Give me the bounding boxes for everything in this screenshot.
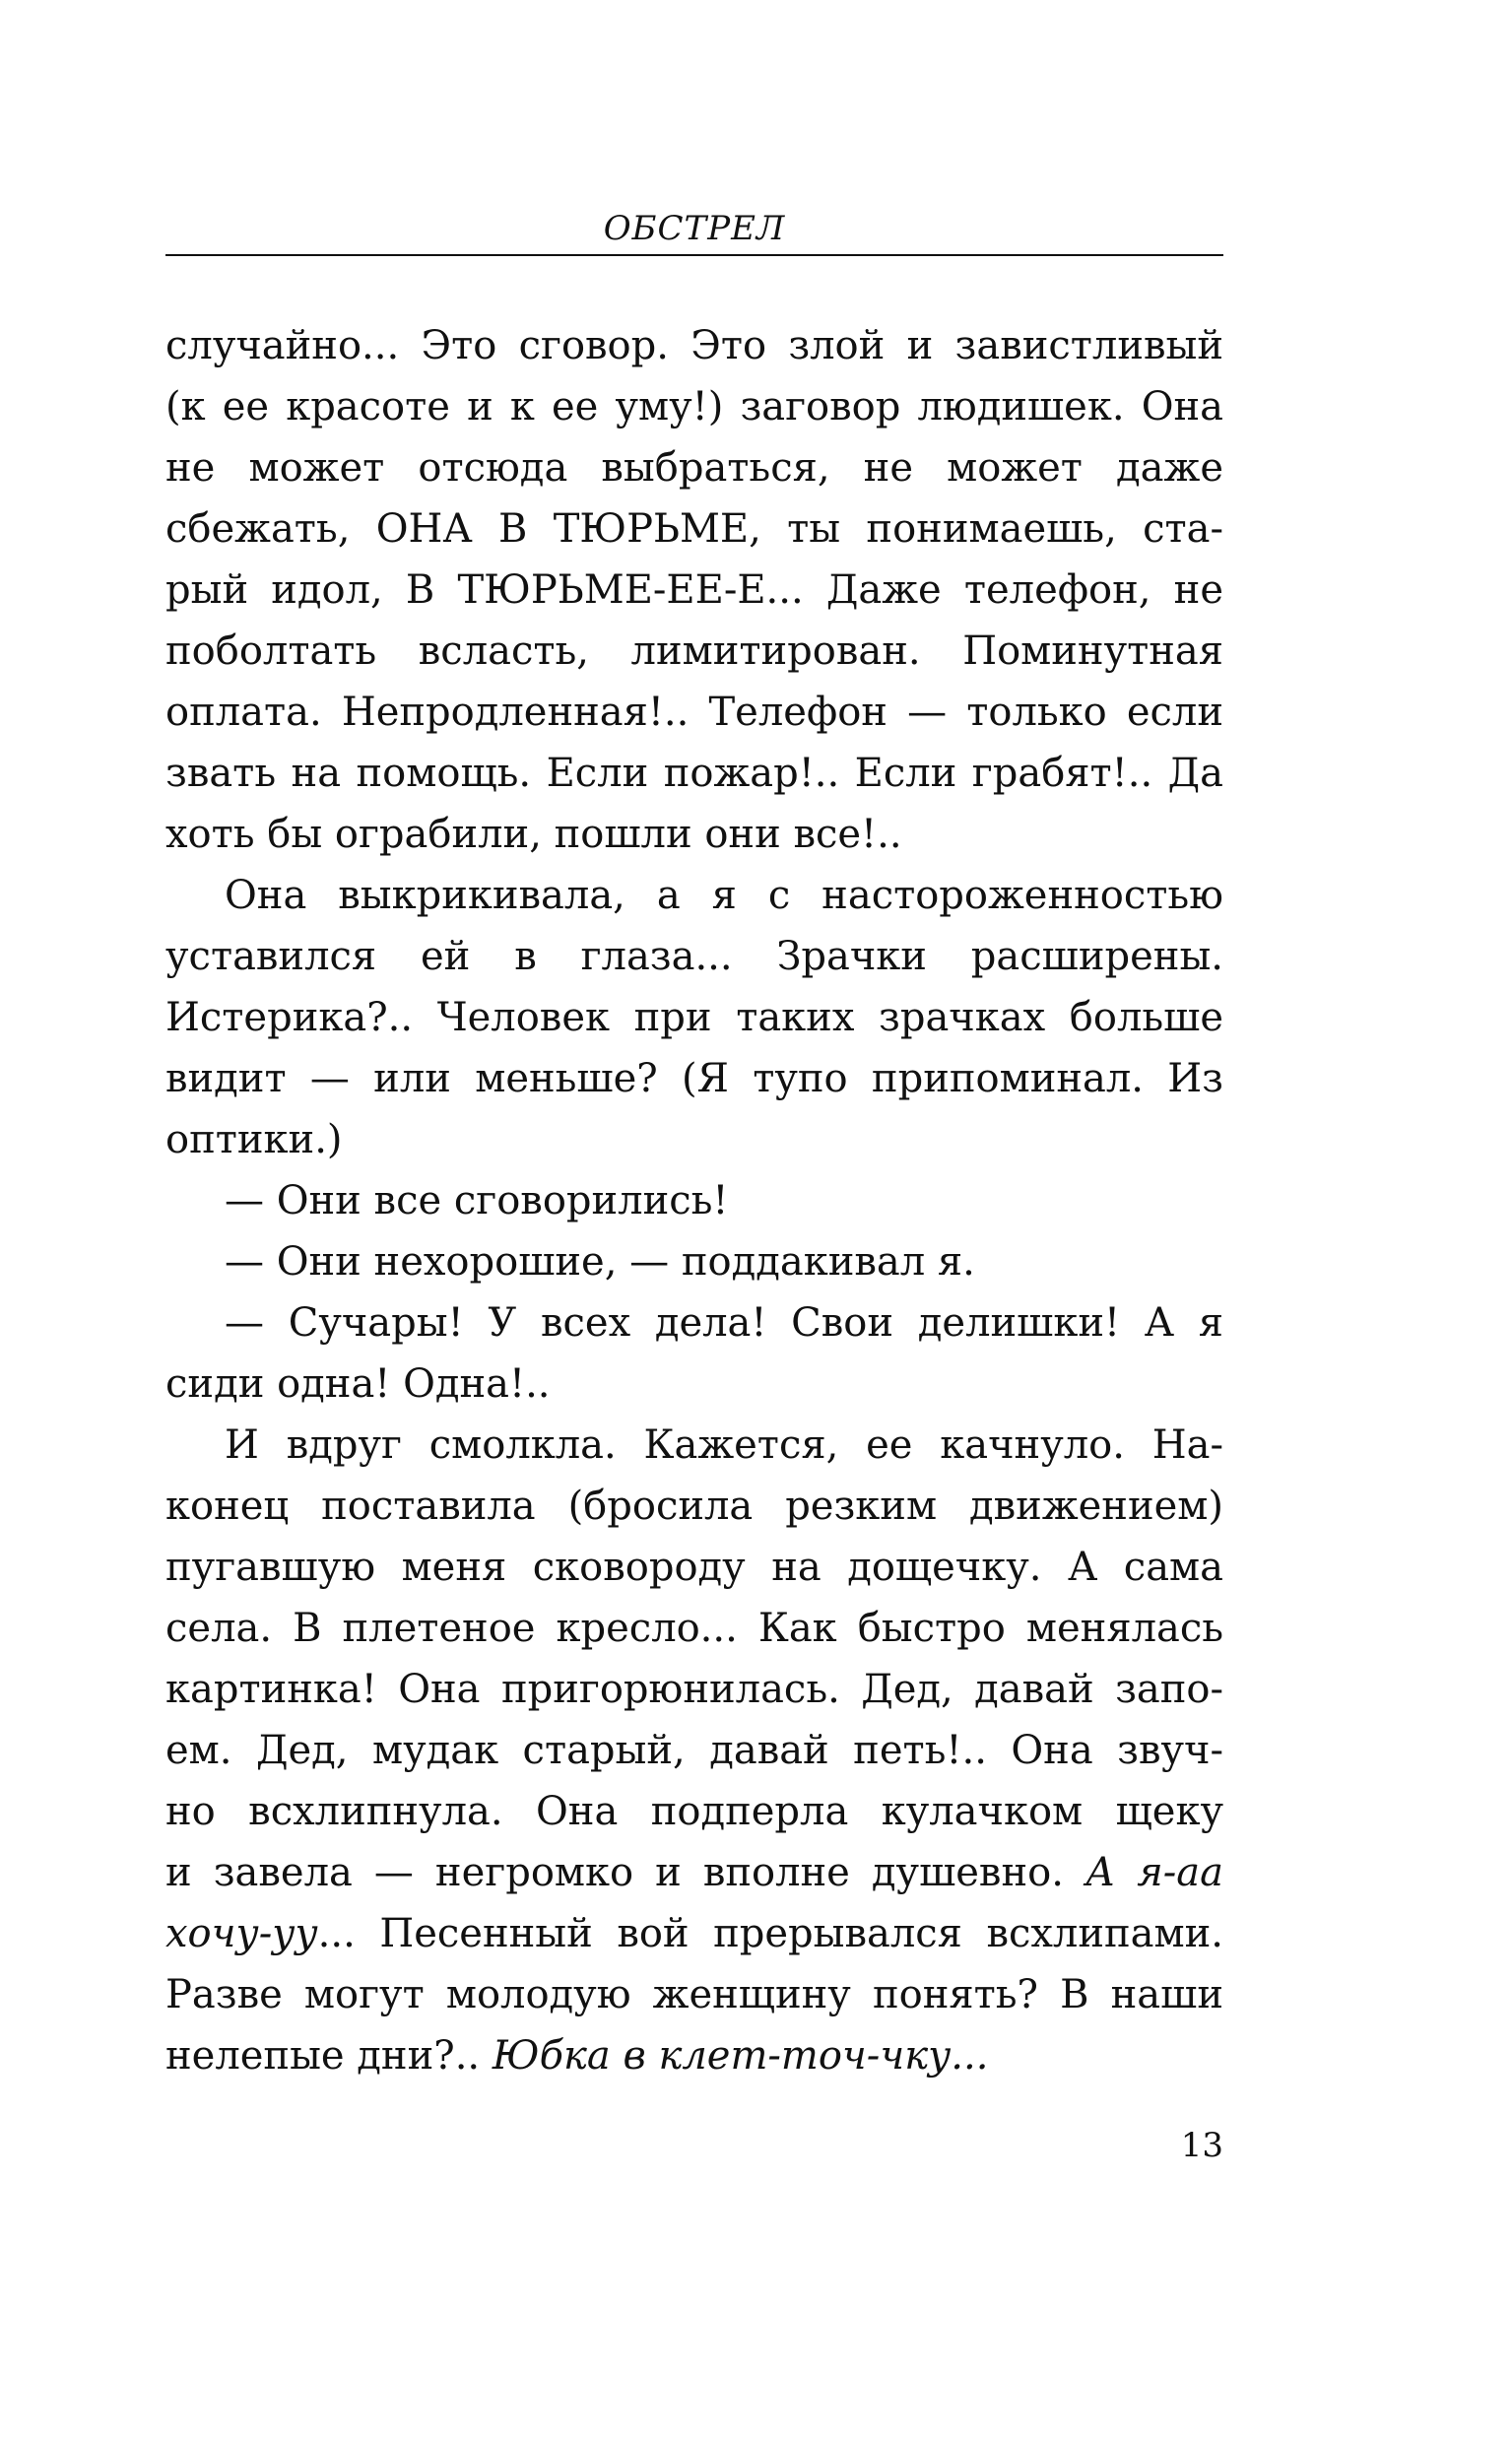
book-page bbox=[165, 0, 1223, 2443]
text-line: хоть бы ограбили, пошли они все!.. bbox=[165, 812, 902, 857]
dialogue-line: — Они все сговорились! bbox=[225, 1178, 729, 1223]
text-line: сбежать, ОНА В ТЮРЬМЕ, ты понимаешь, ста- bbox=[165, 506, 1223, 552]
body-text bbox=[165, 315, 1223, 2086]
text-line: уставился ей в глаза... Зрачки расширены. bbox=[165, 934, 1223, 979]
text-line: не может отсюда выбраться, не может даже bbox=[165, 445, 1223, 491]
text-line: села. В плетеное кресло... Как быстро менялась bbox=[165, 1606, 1223, 1651]
text-line: видит — или меньше? (Я тупо припоминал. Из bbox=[165, 1056, 1223, 1101]
text-line: случайно... Это сговор. Это злой и завистливый bbox=[165, 323, 1223, 368]
running-head: ОБСТРЕЛ bbox=[603, 209, 786, 248]
italic-lyric: А я-аа bbox=[1085, 1850, 1223, 1895]
page-number: 13 bbox=[1180, 2126, 1223, 2165]
text-line: и завела — негромко и вполне душевно. А я-аа bbox=[165, 1850, 1223, 1895]
text-line: И вдруг смолкла. Кажется, ее качнуло. На- bbox=[225, 1422, 1223, 1468]
text-line: оптики.) bbox=[165, 1117, 343, 1162]
text-line: нелепые дни?.. Юбка в клет-точ-чку... bbox=[165, 2033, 989, 2079]
text-line: Разве могут молодую женщину понять? В наши bbox=[165, 1972, 1223, 2017]
text-line: Она выкрикивала, а я с настороженностью bbox=[225, 873, 1223, 918]
dialogue-line: — Сучары! У всех дела! Свои делишки! А я bbox=[225, 1300, 1223, 1346]
dialogue-line: — Они нехорошие, — поддакивал я. bbox=[225, 1239, 975, 1285]
text-line: оплата. Непродленная!.. Телефон — только если bbox=[165, 690, 1223, 735]
text-line: но всхлипнула. Она подперла кулачком щеку bbox=[165, 1789, 1223, 1834]
text-line: сиди одна! Одна!.. bbox=[165, 1361, 551, 1407]
text-line: конец поставила (бросила резким движением) bbox=[165, 1484, 1223, 1529]
text-line: рый идол, В ТЮРЬМЕ-ЕЕ-Е... Даже телефон, не bbox=[165, 567, 1223, 613]
header-rule bbox=[165, 254, 1223, 256]
text-line: поболтать всласть, лимитирован. Поминутная bbox=[165, 628, 1223, 674]
text-line: пугавшую меня сковороду на дощечку. А сама bbox=[165, 1545, 1223, 1590]
italic-lyric: хочу-уу bbox=[165, 1911, 318, 1956]
text-line: звать на помощь. Если пожар!.. Если грабят!.. Да bbox=[165, 751, 1223, 796]
text-line: Истерика?.. Человек при таких зрачках больше bbox=[165, 995, 1223, 1040]
text-line: (к ее красоте и к ее уму!) заговор людишек. Она bbox=[165, 384, 1223, 429]
italic-lyric: Юбка в клет-точ-чку... bbox=[492, 2033, 989, 2079]
text-line: хочу-уу... Песенный вой прерывался всхлипами. bbox=[165, 1911, 1223, 1956]
text-line: ем. Дед, мудак старый, давай петь!.. Она звуч- bbox=[165, 1728, 1223, 1773]
text-line: картинка! Она пригорюнилась. Дед, давай запо- bbox=[165, 1667, 1223, 1712]
